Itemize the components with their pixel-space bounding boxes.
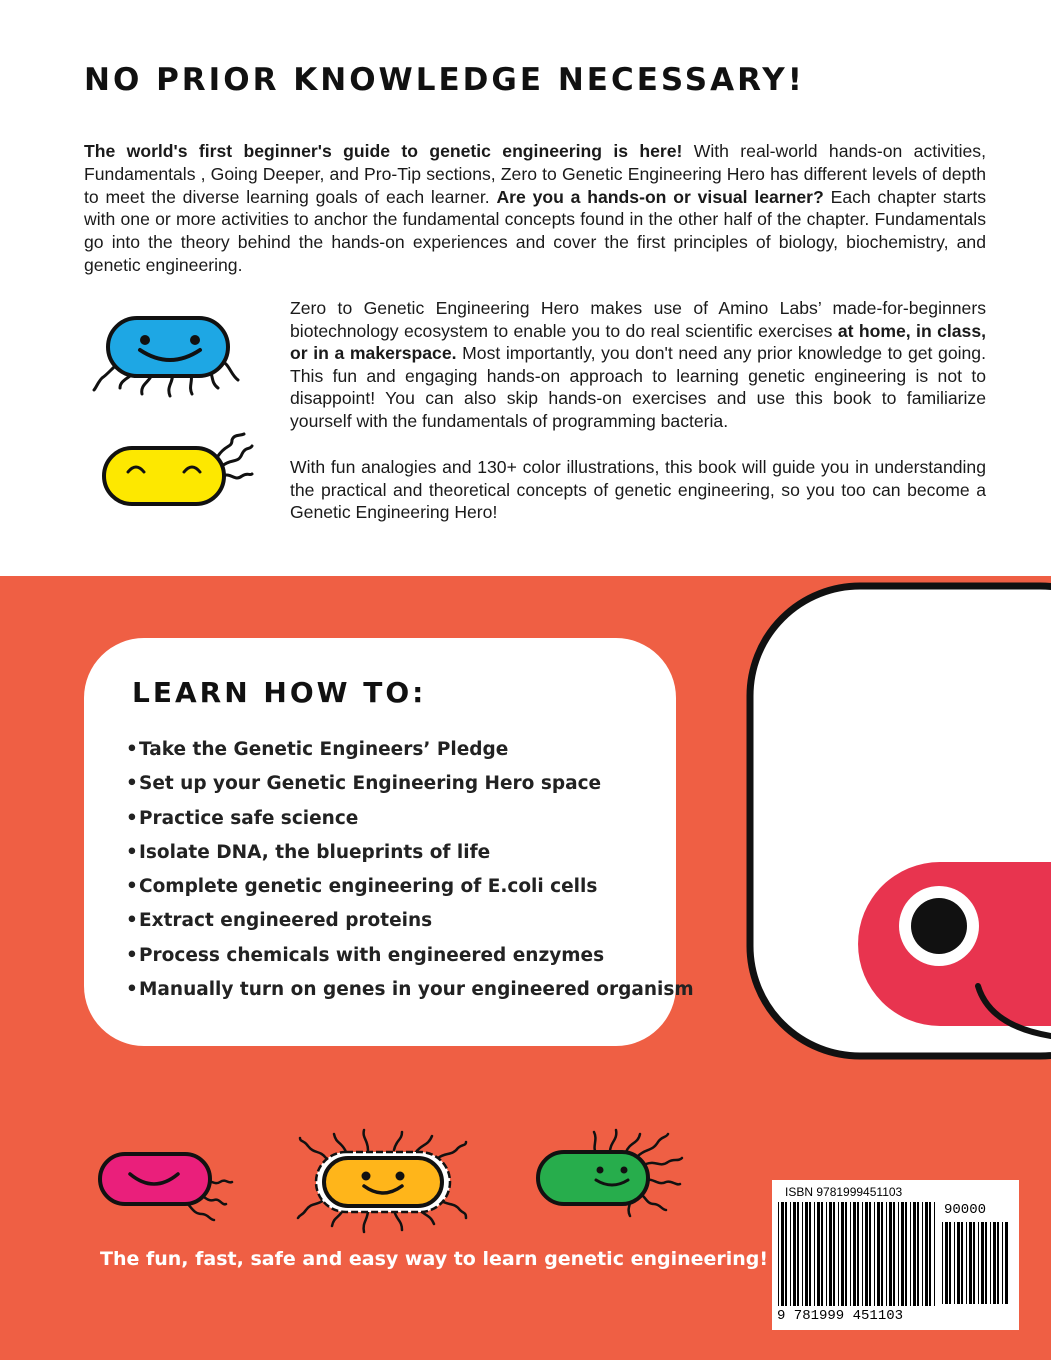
barcode-bar	[945, 1222, 948, 1304]
addon-barcode	[942, 1222, 1012, 1306]
barcode-bar	[993, 1222, 996, 1304]
barcode-bar	[881, 1202, 883, 1306]
paragraph-amino-labs	[290, 297, 986, 433]
barcode-bar	[778, 1202, 779, 1306]
barcode-bar	[781, 1202, 784, 1306]
barcode-bar	[934, 1202, 935, 1306]
barcode-bar	[917, 1202, 919, 1306]
barcode-bar	[797, 1202, 799, 1306]
list-item	[126, 733, 694, 767]
barcode-bar	[905, 1202, 907, 1306]
list-item	[126, 904, 694, 938]
bullet: •	[126, 944, 138, 966]
barcode-bar	[961, 1222, 963, 1304]
barcode-bar	[877, 1202, 880, 1306]
barcode-bar	[793, 1202, 796, 1306]
barcode-bar	[874, 1202, 875, 1306]
intro-paragraph	[84, 140, 986, 277]
barcode-bar	[985, 1222, 987, 1304]
bullet: •	[126, 841, 138, 863]
barcode-bar	[966, 1222, 967, 1304]
barcode-bar	[997, 1222, 999, 1304]
barcode-bar	[821, 1202, 823, 1306]
barcode-bar	[910, 1202, 911, 1306]
barcode-bar	[785, 1202, 787, 1306]
bullet: •	[126, 807, 138, 829]
barcode-bar	[838, 1202, 839, 1306]
intro-text-2: Each chapter starts with one or more activities to anchor the fundamental concepts found in the other half of the chapter. Fundamentals go into the theory behind the hands-on experiences and cover the first principles of biology, biochemistry, and genetic engineering.	[84, 186, 987, 275]
blue-bacterium-illustration	[90, 312, 250, 402]
barcode-bar	[925, 1202, 928, 1306]
barcode-bar	[862, 1202, 863, 1306]
large-red-bacterium-illustration	[690, 586, 1051, 1066]
intro-bold-lead: The world's first beginner's guide to genetic engineering is here!	[84, 141, 683, 161]
bottom-section	[0, 576, 1051, 1360]
barcode-bar	[845, 1202, 847, 1306]
main-heading: NO PRIOR KNOWLEDGE NECESSARY!	[84, 62, 805, 98]
isbn-barcode-box	[772, 1180, 1019, 1330]
list-item	[126, 870, 694, 904]
list-item-text: Extract engineered proteins	[139, 910, 433, 932]
barcode-bar	[857, 1202, 859, 1306]
ean-digits: 9 781999 451103	[777, 1308, 904, 1324]
barcode-bar	[942, 1222, 943, 1304]
barcode-bar	[913, 1202, 916, 1306]
barcode-bar	[957, 1222, 960, 1304]
barcode-bar	[869, 1202, 871, 1306]
tagline: The fun, fast, safe and easy way to learn genetic engineering!	[100, 1248, 769, 1270]
barcode-bar	[978, 1222, 979, 1304]
list-item-text: Manually turn on genes in your engineered organism	[139, 979, 694, 1001]
barcode-bar	[1005, 1222, 1008, 1304]
barcode-bar	[949, 1222, 951, 1304]
para2-text-1: Zero to Genetic Engineering Hero makes use of Amino Labs’ made-for-beginners biotechnology ecosystem to enable you to do real scientific exercises	[290, 298, 986, 341]
top-section	[0, 0, 1051, 576]
isbn-label: ISBN 9781999451103	[785, 1185, 903, 1199]
list-item	[126, 939, 694, 973]
barcode-bar	[802, 1202, 803, 1306]
barcode-bar	[898, 1202, 899, 1306]
list-item-text: Complete genetic engineering of E.coli cells	[139, 876, 598, 898]
list-item	[126, 767, 694, 801]
paragraph-illustrations: With fun analogies and 130+ color illustrations, this book will guide you in understanding the practical and theoretical concepts of genetic engineering, so you too can become a Genetic Engineering Hero!	[290, 457, 986, 523]
green-bacterium-illustration	[534, 1124, 704, 1224]
list-item-text: Practice safe science	[139, 807, 359, 829]
list-item-text: Isolate DNA, the blueprints of life	[139, 841, 491, 863]
barcode-bar	[850, 1202, 851, 1306]
barcode-bar	[829, 1202, 832, 1306]
barcode-bar	[790, 1202, 791, 1306]
barcode-bar	[833, 1202, 835, 1306]
barcode-bar	[817, 1202, 820, 1306]
barcode-bar	[954, 1222, 955, 1304]
barcode-bar	[973, 1222, 975, 1304]
barcode-bar	[853, 1202, 856, 1306]
yellow-bacterium-illustration	[100, 432, 260, 512]
barcode-bar	[893, 1202, 895, 1306]
barcode-bar	[814, 1202, 815, 1306]
barcode-bar	[865, 1202, 868, 1306]
list-item-text: Set up your Genetic Engineering Hero space	[139, 773, 602, 795]
ean-barcode	[778, 1202, 938, 1310]
barcode-bar	[929, 1202, 931, 1306]
list-item-text: Take the Genetic Engineers’ Pledge	[139, 739, 509, 760]
price-code: 90000	[944, 1202, 987, 1218]
bullet: •	[126, 739, 138, 760]
barcode-bar	[889, 1202, 892, 1306]
list-item	[126, 802, 694, 836]
list-item-text: Process chemicals with engineered enzymes	[139, 944, 605, 966]
list-item	[126, 836, 694, 870]
barcode-bar	[1002, 1222, 1003, 1304]
barcode-bar	[969, 1222, 972, 1304]
barcode-bar	[901, 1202, 904, 1306]
para2-text-2: Most importantly, you don't need any prior knowledge to get going. This fun and engaging hands-on approach to learning genetic engineering is not to disappoint! You can also skip hands-on exercises and use this book to familiarize yourself with the fundamentals of programming bacteria.	[290, 343, 986, 431]
barcode-bar	[826, 1202, 827, 1306]
learn-list	[126, 733, 694, 1007]
barcode-bar	[809, 1202, 811, 1306]
learn-how-to-card	[84, 638, 694, 1046]
barcode-bar	[990, 1222, 991, 1304]
intro-bold-question: Are you a hands-on or visual learner?	[496, 186, 824, 207]
bullet: •	[126, 773, 138, 795]
barcode-bar	[841, 1202, 844, 1306]
amber-bacterium-illustration	[298, 1128, 468, 1238]
bullet: •	[126, 979, 138, 1001]
list-item	[126, 973, 694, 1007]
bullet: •	[126, 876, 138, 898]
bullet: •	[126, 910, 138, 932]
magenta-bacterium-illustration	[98, 1142, 238, 1222]
barcode-bar	[886, 1202, 887, 1306]
para2-bold-locations: at home, in class, or in a makerspace.	[290, 320, 986, 364]
barcode-bar	[981, 1222, 984, 1304]
barcode-bar	[922, 1202, 923, 1306]
barcode-bar	[805, 1202, 808, 1306]
learn-title: LEARN HOW TO:	[132, 676, 427, 709]
intro-text-1: With real-world hands-on activities, Fundamentals , Going Deeper, and Pro-Tip sections, Zero to Genetic Engineering Hero has different levels of depth to meet the diverse learning goals of each learner.	[84, 141, 986, 207]
